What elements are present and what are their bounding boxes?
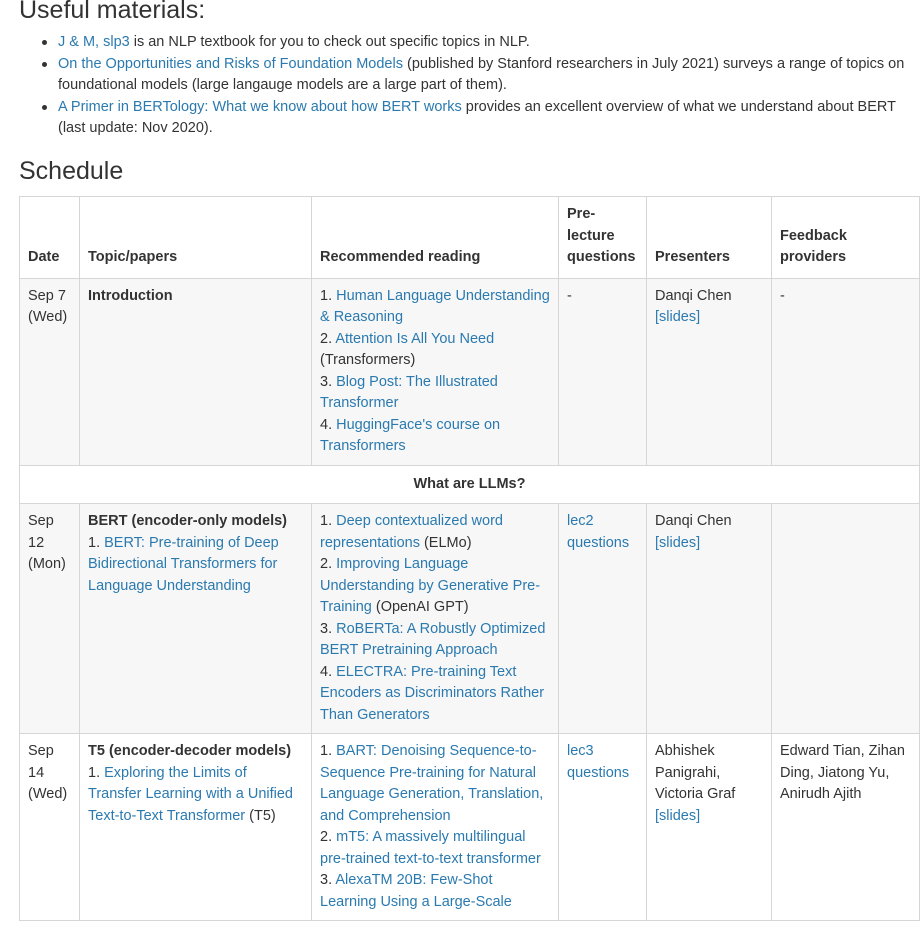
header-prelecture: Pre-lecture questions xyxy=(559,197,647,279)
reading-item: 4. HuggingFace's course on Transformers xyxy=(320,416,501,454)
slides-link[interactable]: [slides] xyxy=(655,807,701,824)
header-feedback: Feedback providers xyxy=(772,197,920,279)
list-item-text: provides an excellent overview of what we understand about BERT (last update: Nov 2020). xyxy=(58,98,896,136)
table-row xyxy=(20,504,920,734)
prelecture-questions-link[interactable]: lec2 questions xyxy=(567,513,630,551)
reading-link[interactable]: Deep contextualized word representations xyxy=(320,513,503,551)
feedback-cell: Edward Tian, Zihan Ding, Jiatong Yu, Anirudh Ajith xyxy=(772,734,920,921)
date-cell: Sep 12 (Mon) xyxy=(20,504,80,734)
table-row xyxy=(20,278,920,465)
useful-materials-heading: Useful materials: xyxy=(19,0,206,24)
list-item xyxy=(58,97,918,140)
date-cell: Sep 14 (Wed) xyxy=(20,734,80,921)
reading-link[interactable]: Improving Language Understanding by Generative Pre-Training xyxy=(320,556,541,615)
feedback-cell xyxy=(772,504,920,734)
section-row xyxy=(20,465,920,504)
reading-item: 2. Improving Language Understanding by Generative Pre-Training (OpenAI GPT) xyxy=(320,556,541,615)
reading-link[interactable]: Blog Post: The Illustrated Transformer xyxy=(320,373,498,411)
reading-cell xyxy=(312,504,559,734)
reading-link[interactable]: AlexaTM 20B: Few-Shot Learning Using a Large-Scale xyxy=(320,872,512,910)
prelecture-cell: - xyxy=(559,278,647,465)
reading-item: 3. RoBERTa: A Robustly Optimized BERT Pretraining Approach xyxy=(320,620,546,658)
slp3-link[interactable]: J & M, slp3 xyxy=(58,34,130,50)
presenter-name: Danqi Chen xyxy=(655,287,732,304)
reading-item: 1. BART: Denoising Sequence-to-Sequence Pre-training for Natural Language Generation, Translation, and Comprehension xyxy=(320,743,544,824)
schedule-heading: Schedule xyxy=(19,157,124,185)
reading-link[interactable]: HuggingFace's course on Transformers xyxy=(320,416,501,454)
list-item-text: (published by Stanford researchers in July 2021) surveys a range of topics on foundational models (large langauge models are a large part of them). xyxy=(58,55,905,93)
topic-cell: BERT (encoder-only models) 1. BERT: Pre-training of Deep Bidirectional Transformers for Language Understanding xyxy=(80,504,312,734)
reading-link[interactable]: Human Language Understanding & Reasoning xyxy=(320,287,550,325)
reading-item: 3. Blog Post: The Illustrated Transformer xyxy=(320,373,498,411)
section-title: What are LLMs? xyxy=(20,465,920,504)
bertology-link[interactable]: A Primer in BERTology: What we know about how BERT works xyxy=(58,98,462,115)
header-topic: Topic/papers xyxy=(80,197,312,279)
presenters-cell xyxy=(647,504,772,734)
reading-item: 1. Human Language Understanding & Reasoning xyxy=(320,287,550,325)
reading-item: 2. mT5: A massively multilingual pre-trained text-to-text transformer xyxy=(320,829,541,867)
prelecture-questions-link[interactable]: lec3 questions xyxy=(567,743,630,781)
table-row xyxy=(20,734,920,921)
topic-cell xyxy=(80,278,312,465)
header-reading: Recommended reading xyxy=(312,197,559,279)
list-item xyxy=(58,54,918,97)
date-cell: Sep 7 (Wed) xyxy=(20,278,80,465)
reading-item: 3. AlexaTM 20B: Few-Shot Learning Using a Large-Scale xyxy=(320,872,512,910)
slides-link[interactable]: [slides] xyxy=(655,309,701,325)
schedule-table xyxy=(19,196,920,921)
topic-cell: T5 (encoder-decoder models) 1. Exploring the Limits of Transfer Learning with a Unified Text-to-Text Transformer (T5) xyxy=(80,734,312,921)
list-item-text: is an NLP textbook for you to check out specific topics in NLP. xyxy=(129,34,530,50)
topic-paper-link[interactable]: BERT: Pre-training of Deep Bidirectional Transformers for Language Understanding xyxy=(88,534,279,594)
presenter-name: Abhishek Panigrahi, Victoria Graf xyxy=(655,743,736,802)
header-date: Date xyxy=(20,197,80,279)
list-item xyxy=(58,32,918,54)
topic-paper-link[interactable]: Exploring the Limits of Transfer Learning with a Unified Text-to-Text Transformer xyxy=(88,764,293,824)
prelecture-cell xyxy=(559,734,647,921)
presenters-cell xyxy=(647,278,772,465)
reading-item: 1. Deep contextualized word representations (ELMo) xyxy=(320,513,503,551)
presenter-name: Danqi Chen xyxy=(655,513,732,529)
feedback-cell: - xyxy=(772,278,920,465)
topic-title: Introduction xyxy=(88,287,173,304)
reading-item: 4. ELECTRA: Pre-training Text Encoders as Discriminators Rather Than Generators xyxy=(320,663,545,723)
topic-title: BERT (encoder-only models) xyxy=(88,513,287,529)
useful-materials-list xyxy=(58,32,918,140)
table-header-row xyxy=(20,197,920,279)
reading-link[interactable]: BART: Denoising Sequence-to-Sequence Pre-training for Natural Language Generation, Translation, and Comprehension xyxy=(320,743,544,824)
prelecture-cell xyxy=(559,504,647,734)
header-presenters: Presenters xyxy=(647,197,772,279)
reading-item: 2. Attention Is All You Need (Transformers) xyxy=(320,330,495,368)
reading-link[interactable]: RoBERTa: A Robustly Optimized BERT Pretraining Approach xyxy=(320,620,546,658)
presenters-cell xyxy=(647,734,772,921)
foundation-models-link[interactable]: On the Opportunities and Risks of Foundation Models xyxy=(58,55,403,72)
reading-link[interactable]: ELECTRA: Pre-training Text Encoders as Discriminators Rather Than Generators xyxy=(320,663,545,723)
topic-title: T5 (encoder-decoder models) xyxy=(88,743,292,759)
reading-cell xyxy=(312,734,559,921)
slides-link[interactable]: [slides] xyxy=(655,534,701,551)
reading-cell xyxy=(312,278,559,465)
reading-link[interactable]: mT5: A massively multilingual pre-trained text-to-text transformer xyxy=(320,829,541,867)
reading-link[interactable]: Attention Is All You Need xyxy=(335,330,495,347)
